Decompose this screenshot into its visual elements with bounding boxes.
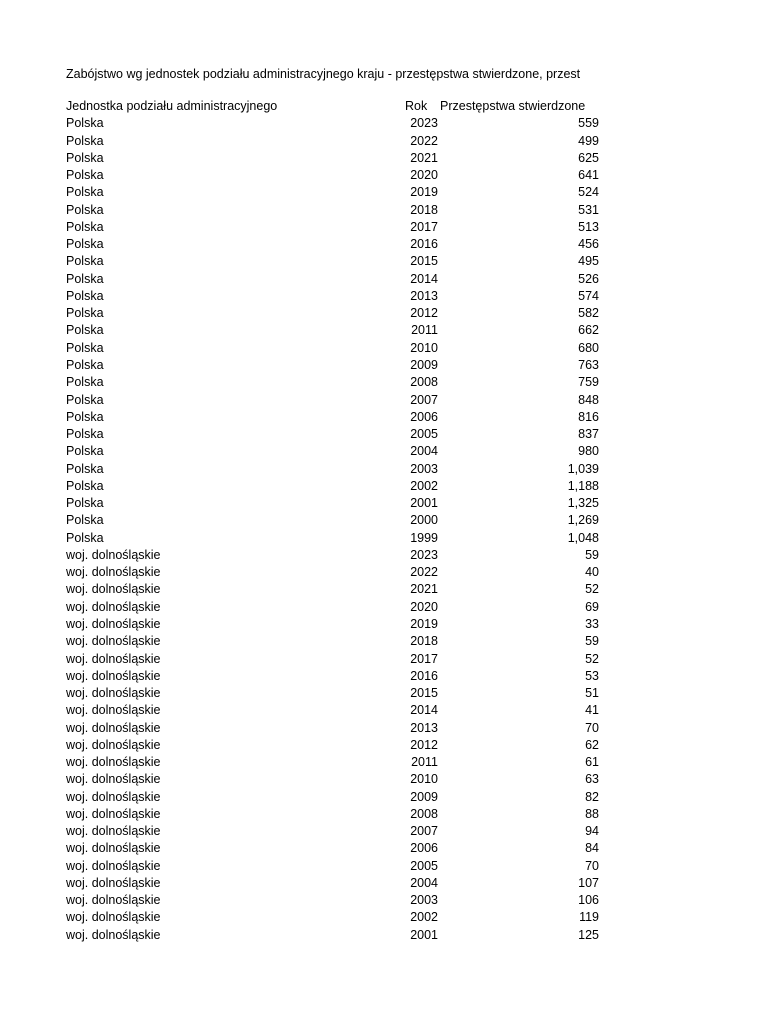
cell-value: 53 (585, 668, 599, 683)
column-header-value: Przestępstwa stwierdzone (440, 99, 586, 113)
cell-year: 2016 (410, 237, 438, 252)
table-row (66, 409, 602, 426)
cell-unit: woj. dolnośląskie (66, 668, 161, 683)
cell-year: 2017 (410, 219, 438, 234)
cell-unit: Polska (66, 202, 104, 217)
cell-unit: Polska (66, 288, 104, 303)
column-header-year: Rok (405, 99, 428, 113)
cell-unit: Polska (66, 375, 104, 390)
cell-year: 2022 (410, 565, 438, 580)
cell-year: 2011 (411, 755, 438, 770)
cell-value: 70 (585, 858, 599, 873)
cell-unit: Polska (66, 357, 104, 372)
cell-year: 2005 (410, 858, 438, 873)
table-header-row (66, 98, 602, 115)
cell-year: 2020 (410, 599, 438, 614)
table-row (66, 495, 602, 512)
cell-unit: woj. dolnośląskie (66, 806, 161, 821)
cell-unit: Polska (66, 427, 104, 442)
table-row (66, 271, 602, 288)
cell-unit: woj. dolnośląskie (66, 789, 161, 804)
table-row (66, 340, 602, 357)
cell-value: 625 (578, 150, 599, 165)
cell-value: 582 (578, 306, 599, 321)
table-row (66, 840, 602, 857)
cell-unit: Polska (66, 444, 104, 459)
table-row (66, 771, 602, 788)
cell-year: 1999 (410, 530, 438, 545)
cell-unit: Polska (66, 237, 104, 252)
cell-unit: Polska (66, 496, 104, 511)
table-row (66, 443, 602, 460)
cell-year: 2003 (410, 893, 438, 908)
cell-unit: Polska (66, 150, 104, 165)
cell-value: 456 (578, 237, 599, 252)
cell-unit: woj. dolnośląskie (66, 772, 161, 787)
cell-year: 2009 (410, 357, 438, 372)
table-row (66, 305, 602, 322)
spreadsheet-page (66, 64, 602, 944)
cell-year: 2022 (410, 133, 438, 148)
table-row (66, 789, 602, 806)
cell-year: 2019 (410, 616, 438, 631)
cell-year: 2006 (410, 841, 438, 856)
cell-year: 2007 (410, 392, 438, 407)
cell-year: 2009 (410, 789, 438, 804)
cell-year: 2004 (410, 444, 438, 459)
cell-unit: woj. dolnośląskie (66, 686, 161, 701)
cell-value: 662 (578, 323, 599, 338)
cell-unit: Polska (66, 133, 104, 148)
cell-value: 51 (585, 686, 599, 701)
cell-year: 2023 (410, 547, 438, 562)
cell-value: 119 (579, 910, 599, 925)
table-row (66, 651, 602, 668)
table-row (66, 616, 602, 633)
cell-value: 125 (578, 927, 599, 942)
cell-unit: Polska (66, 478, 104, 493)
cell-year: 2007 (410, 824, 438, 839)
cell-value: 1,269 (567, 513, 599, 528)
table-row (66, 547, 602, 564)
cell-value: 106 (578, 893, 599, 908)
cell-value: 574 (578, 288, 599, 303)
cell-unit: Polska (66, 409, 104, 424)
cell-year: 2014 (410, 271, 438, 286)
cell-year: 2021 (410, 582, 438, 597)
table-row (66, 184, 602, 201)
table-row (66, 875, 602, 892)
cell-value: 52 (585, 582, 599, 597)
cell-unit: woj. dolnośląskie (66, 841, 161, 856)
table-row (66, 633, 602, 650)
table-row (66, 461, 602, 478)
cell-unit: Polska (66, 392, 104, 407)
cell-value: 495 (578, 254, 599, 269)
table-row (66, 322, 602, 339)
cell-value: 980 (578, 444, 599, 459)
table-row (66, 720, 602, 737)
cell-value: 816 (578, 409, 599, 424)
cell-value: 559 (578, 116, 599, 131)
cell-value: 63 (585, 772, 599, 787)
cell-unit: woj. dolnośląskie (66, 755, 161, 770)
table-row (66, 202, 602, 219)
cell-unit: Polska (66, 530, 104, 545)
cell-value: 759 (578, 375, 599, 390)
cell-unit: woj. dolnośląskie (66, 599, 161, 614)
cell-unit: woj. dolnośląskie (66, 703, 161, 718)
cell-value: 84 (585, 841, 599, 856)
cell-year: 2008 (410, 806, 438, 821)
cell-unit: woj. dolnośląskie (66, 927, 161, 942)
cell-year: 2021 (410, 150, 438, 165)
table-row (66, 236, 602, 253)
cell-value: 1,039 (567, 461, 599, 476)
table-row (66, 909, 602, 926)
table-row (66, 581, 602, 598)
cell-unit: Polska (66, 254, 104, 269)
cell-unit: woj. dolnośląskie (66, 858, 161, 873)
cell-unit: woj. dolnośląskie (66, 547, 161, 562)
cell-unit: woj. dolnośląskie (66, 824, 161, 839)
cell-year: 2012 (410, 737, 438, 752)
cell-unit: Polska (66, 461, 104, 476)
cell-value: 94 (585, 824, 599, 839)
table-row (66, 133, 602, 150)
cell-unit: woj. dolnośląskie (66, 737, 161, 752)
cell-year: 2016 (410, 668, 438, 683)
table-row (66, 599, 602, 616)
table-row (66, 702, 602, 719)
cell-year: 2008 (410, 375, 438, 390)
cell-value: 848 (578, 392, 599, 407)
cell-unit: woj. dolnośląskie (66, 893, 161, 908)
table-row (66, 927, 602, 944)
cell-unit: Polska (66, 340, 104, 355)
cell-value: 1,048 (567, 530, 599, 545)
cell-value: 33 (585, 616, 599, 631)
cell-year: 2002 (410, 910, 438, 925)
table-row (66, 288, 602, 305)
cell-value: 59 (585, 547, 599, 562)
table-row (66, 512, 602, 529)
cell-year: 2014 (410, 703, 438, 718)
table-row (66, 253, 602, 270)
cell-value: 52 (585, 651, 599, 666)
table-row (66, 892, 602, 909)
cell-value: 40 (585, 565, 599, 580)
cell-unit: Polska (66, 185, 104, 200)
column-header-unit: Jednostka podziału administracyjnego (66, 99, 278, 113)
cell-year: 2019 (410, 185, 438, 200)
cell-year: 2017 (410, 651, 438, 666)
cell-year: 2004 (410, 875, 438, 890)
cell-value: 107 (578, 875, 599, 890)
table-row (66, 357, 602, 374)
cell-unit: woj. dolnośląskie (66, 720, 161, 735)
cell-year: 2018 (410, 634, 438, 649)
table-row (66, 219, 602, 236)
cell-year: 2011 (411, 323, 438, 338)
cell-value: 526 (578, 271, 599, 286)
cell-unit: woj. dolnośląskie (66, 616, 161, 631)
cell-year: 2002 (410, 478, 438, 493)
table-row (66, 530, 602, 547)
table-row (66, 806, 602, 823)
table-row (66, 374, 602, 391)
cell-value: 82 (585, 789, 599, 804)
table-row (66, 167, 602, 184)
table-row (66, 115, 602, 132)
cell-unit: woj. dolnośląskie (66, 651, 161, 666)
table-row (66, 668, 602, 685)
cell-value: 499 (578, 133, 599, 148)
cell-unit: woj. dolnośląskie (66, 910, 161, 925)
cell-year: 2001 (410, 927, 438, 942)
cell-value: 41 (585, 703, 599, 718)
table-row (66, 754, 602, 771)
cell-year: 2005 (410, 427, 438, 442)
cell-year: 2001 (410, 496, 438, 511)
cell-year: 2006 (410, 409, 438, 424)
cell-value: 88 (585, 806, 599, 821)
cell-unit: woj. dolnośląskie (66, 582, 161, 597)
cell-unit: Polska (66, 306, 104, 321)
table-row (66, 823, 602, 840)
table-row (66, 564, 602, 581)
cell-year: 2010 (410, 772, 438, 787)
cell-year: 2015 (410, 686, 438, 701)
cell-year: 2012 (410, 306, 438, 321)
cell-value: 524 (578, 185, 599, 200)
cell-unit: Polska (66, 168, 104, 183)
cell-unit: woj. dolnośląskie (66, 875, 161, 890)
table-row (66, 478, 602, 495)
cell-value: 837 (578, 427, 599, 442)
cell-unit: woj. dolnośląskie (66, 634, 161, 649)
sheet-title: Zabójstwo wg jednostek podziału administracyjnego kraju - przestępstwa stwierdzone, przest (66, 67, 581, 81)
table-row (66, 392, 602, 409)
table-row (66, 150, 602, 167)
cell-value: 1,188 (567, 478, 599, 493)
cell-year: 2010 (410, 340, 438, 355)
cell-value: 641 (578, 168, 599, 183)
cell-value: 69 (585, 599, 599, 614)
table-row (66, 426, 602, 443)
table-row (66, 858, 602, 875)
cell-value: 61 (585, 755, 599, 770)
cell-value: 763 (578, 357, 599, 372)
cell-value: 59 (585, 634, 599, 649)
cell-year: 2000 (410, 513, 438, 528)
cell-value: 62 (585, 737, 599, 752)
cell-unit: Polska (66, 323, 104, 338)
cell-value: 680 (578, 340, 599, 355)
cell-value: 70 (585, 720, 599, 735)
cell-unit: woj. dolnośląskie (66, 565, 161, 580)
cell-year: 2023 (410, 116, 438, 131)
cell-year: 2015 (410, 254, 438, 269)
blank-row (66, 84, 602, 98)
cell-unit: Polska (66, 116, 104, 131)
table-row (66, 685, 602, 702)
table-row (66, 737, 602, 754)
cell-value: 531 (578, 202, 599, 217)
cell-value: 1,325 (567, 496, 599, 511)
cell-year: 2013 (410, 288, 438, 303)
cell-year: 2003 (410, 461, 438, 476)
table-body (66, 115, 602, 944)
cell-unit: Polska (66, 513, 104, 528)
cell-year: 2020 (410, 168, 438, 183)
cell-value: 513 (578, 219, 599, 234)
cell-unit: Polska (66, 219, 104, 234)
cell-year: 2018 (410, 202, 438, 217)
cell-year: 2013 (410, 720, 438, 735)
cell-unit: Polska (66, 271, 104, 286)
